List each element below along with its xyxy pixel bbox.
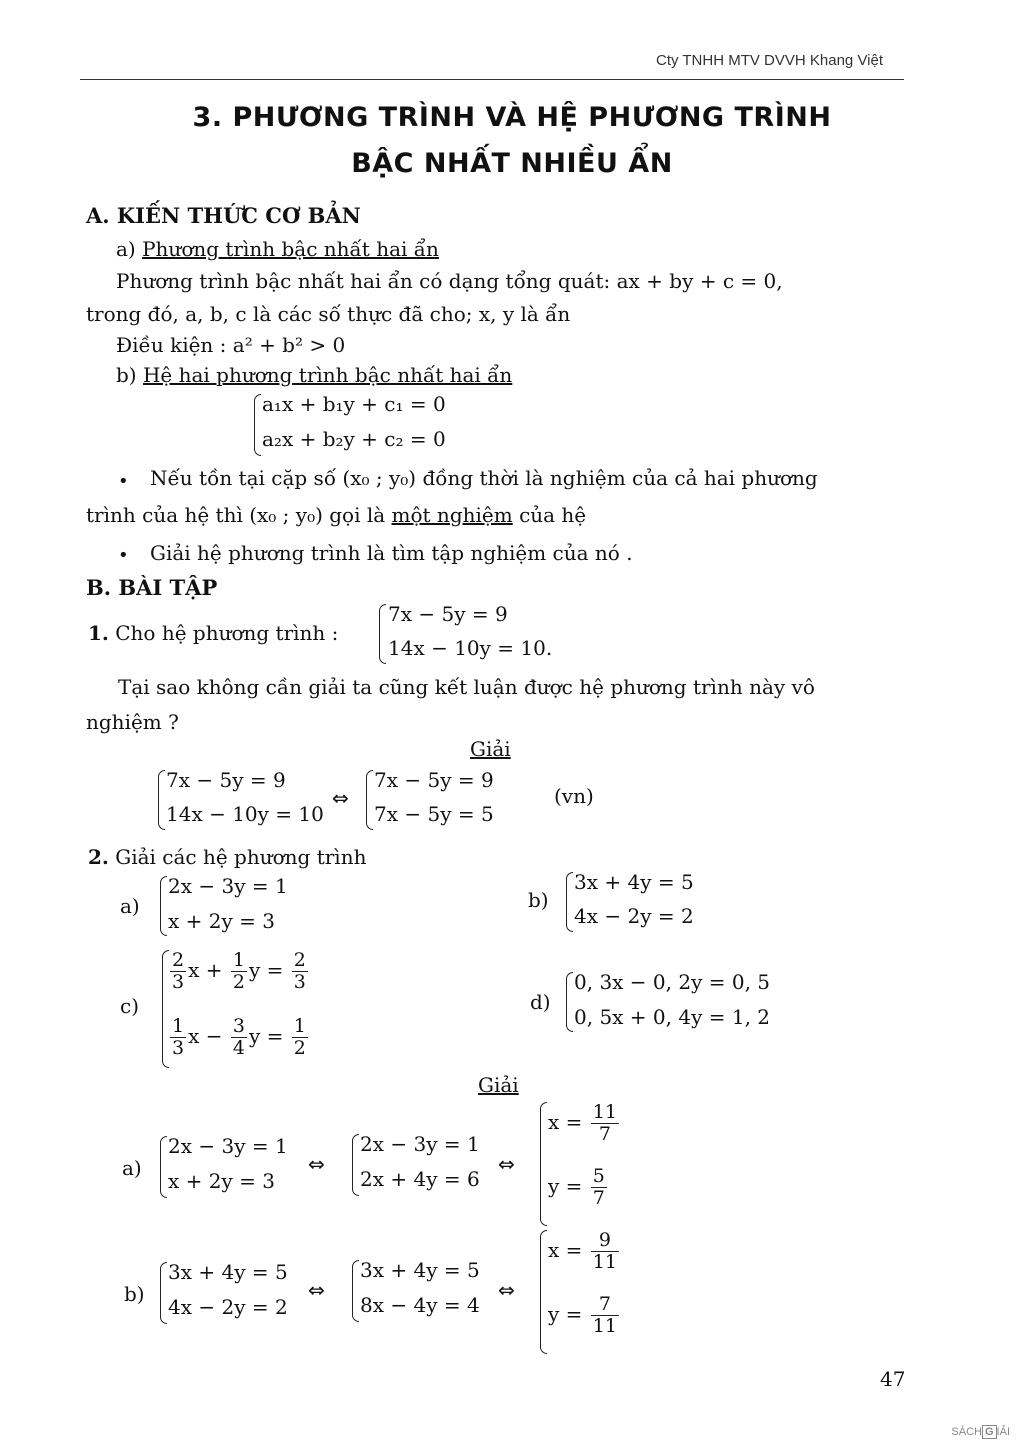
sol1-left-eq1: 7x − 5y = 9 [166, 768, 286, 792]
sol2a-mid-eq2: 2x + 4y = 6 [360, 1167, 480, 1191]
brace-icon [366, 770, 373, 830]
fraction: $\frac{1}{3}$ [172, 1015, 185, 1059]
sol2b-x: x = $\frac{9}{11}$ [548, 1229, 617, 1273]
fraction: $\frac{3}{4}$ [232, 1015, 245, 1059]
ex1-eq2: 14x − 10y = 10. [388, 636, 553, 660]
brace-icon [352, 1260, 359, 1322]
fraction: $\frac{2}{3}$ [172, 949, 185, 993]
sol2a-mid-eq1: 2x − 3y = 1 [360, 1132, 480, 1156]
ex2d-eq1: 0, 3x − 0, 2y = 0, 5 [574, 970, 771, 994]
sol1-right-eq1: 7x − 5y = 9 [374, 768, 494, 792]
publisher-header: Cty TNHH MTV DVVH Khang Việt [656, 52, 884, 69]
subsection-a [116, 232, 439, 266]
sol2a-x: x = $\frac{11}{7}$ [548, 1101, 617, 1145]
ex2a-eq1: 2x − 3y = 1 [168, 874, 288, 898]
ex1-eq1: 7x − 5y = 9 [388, 602, 508, 626]
brace-icon [540, 1230, 547, 1354]
exercise-2-number: 2. [88, 845, 109, 869]
sol2b-eq1: 3x + 4y = 5 [168, 1260, 288, 1284]
part-b-label: b) [528, 888, 549, 912]
equivalence-icon: ⇔ [498, 1152, 515, 1176]
fraction: $\frac{1}{2}$ [293, 1015, 306, 1059]
bullet-2: Giải hệ phương trình là tìm tập nghiệm của nó . [150, 541, 633, 565]
brace-icon [540, 1102, 547, 1226]
paragraph-2: trong đó, a, b, c là các số thực đã cho; x, y là ẩn [86, 302, 571, 326]
fraction: $\frac{7}{11}$ [592, 1293, 617, 1337]
section-b-heading: B. BÀI TẬP [86, 575, 218, 600]
fraction: $\frac{5}{7}$ [592, 1165, 605, 1209]
equivalence-icon: ⇔ [498, 1278, 515, 1302]
bullet-1-line-1: Nếu tồn tại cặp số (x₀ ; y₀) đồng thời là nghiệm của cả hai phương [150, 466, 818, 490]
exercise-1-number: 1. [88, 621, 109, 645]
solution-heading-2: Giải [478, 1073, 519, 1097]
paragraph-1: Phương trình bậc nhất hai ẩn có dạng tổng quát: ax + by + c = 0, [116, 269, 783, 293]
sol2a-eq1: 2x − 3y = 1 [168, 1134, 288, 1158]
chapter-title-line2: BẬC NHẤT NHIỀU ẨN [351, 148, 673, 179]
bullet-icon: • [118, 471, 129, 492]
solution-heading-1: Giải [470, 737, 511, 761]
part-c-label: c) [120, 994, 140, 1018]
brace-icon [160, 1136, 167, 1198]
ex2a-eq2: x + 2y = 3 [168, 909, 275, 933]
fraction: $\frac{1}{2}$ [232, 949, 245, 993]
brace-icon [158, 770, 165, 830]
brace-icon [566, 872, 573, 932]
equivalence-icon: ⇔ [332, 786, 349, 810]
subsection-a-label: a) [116, 237, 136, 261]
exercise-2-prompt [88, 840, 366, 874]
subsection-a-title: Phương trình bậc nhất hai ẩn [142, 237, 439, 261]
general-system-eq2: a₂x + b₂y + c₂ = 0 [262, 427, 446, 451]
sol2a-eq2: x + 2y = 3 [168, 1169, 275, 1193]
chapter-title-line1: 3. PHƯƠNG TRÌNH VÀ HỆ PHƯƠNG TRÌNH [192, 102, 832, 133]
ex2b-eq2: 4x − 2y = 2 [574, 904, 694, 928]
subsection-b-title: Hệ hai phương trình bậc nhất hai ẩn [142, 363, 513, 387]
fraction: $\frac{2}{3}$ [293, 949, 306, 993]
subsection-b-label: b) [116, 363, 137, 387]
part-a-label: a) [120, 894, 140, 918]
sol2b-y: y = $\frac{7}{11}$ [548, 1293, 617, 1337]
part-d-label: d) [530, 990, 551, 1014]
sol2a-y: y = $\frac{5}{7}$ [548, 1165, 605, 1209]
brace-icon [160, 876, 167, 936]
brace-icon [254, 394, 261, 456]
ex2c-eq1: $\frac{2}{3}$ x + $\frac{1}{2}$ y = $\frac{2}{3}$ [172, 949, 306, 993]
bullet-1-term: một nghiệm [391, 503, 513, 527]
sol-a-label: a) [122, 1156, 142, 1180]
sol2b-eq2: 4x − 2y = 2 [168, 1295, 288, 1319]
header-rule [80, 79, 904, 80]
sol1-right-eq2: 7x − 5y = 5 [374, 802, 494, 826]
no-solution-note: (vn) [554, 784, 594, 808]
bullet-1-text: trình của hệ thì (x₀ ; y₀) gọi là [86, 503, 386, 527]
subsection-b [116, 358, 512, 392]
ex2d-eq2: 0, 5x + 0, 4y = 1, 2 [574, 1005, 771, 1029]
sol-b-label: b) [124, 1282, 145, 1306]
page-number: 47 [880, 1367, 906, 1391]
brace-icon [566, 972, 573, 1032]
sol1-left-eq2: 14x − 10y = 10 [166, 802, 324, 826]
sol2b-mid-eq2: 8x − 4y = 4 [360, 1293, 480, 1317]
watermark-logo: SÁCH G IẢI [951, 1426, 1010, 1438]
equivalence-icon: ⇔ [308, 1278, 325, 1302]
ex2b-eq1: 3x + 4y = 5 [574, 870, 694, 894]
equivalence-icon: ⇔ [308, 1152, 325, 1176]
brace-icon [352, 1134, 359, 1196]
exercise-1-question-1: Tại sao không cần giải ta cũng kết luận được hệ phương trình này vô [118, 675, 815, 699]
condition: Điều kiện : a² + b² > 0 [116, 333, 346, 357]
section-a-heading: A. KIẾN THỨC CƠ BẢN [86, 203, 361, 228]
exercise-2-text: Giải các hệ phương trình [115, 845, 367, 869]
bullet-1-line-2 [86, 498, 586, 532]
sol2b-mid-eq1: 3x + 4y = 5 [360, 1258, 480, 1282]
bullet-icon: • [118, 545, 129, 566]
exercise-1-prompt [88, 616, 338, 650]
brace-icon [379, 604, 386, 664]
ex2c-eq2: $\frac{1}{3}$ x − $\frac{3}{4}$ y = $\frac{1}{2}$ [172, 1015, 306, 1059]
brace-icon [160, 1262, 167, 1324]
fraction: $\frac{9}{11}$ [592, 1229, 617, 1273]
exercise-1-question-2: nghiệm ? [86, 710, 179, 734]
bullet-1-tail: của hệ [519, 503, 587, 527]
fraction: $\frac{11}{7}$ [592, 1101, 617, 1145]
exercise-1-text: Cho hệ phương trình : [115, 621, 339, 645]
general-system-eq1: a₁x + b₁y + c₁ = 0 [262, 392, 446, 416]
